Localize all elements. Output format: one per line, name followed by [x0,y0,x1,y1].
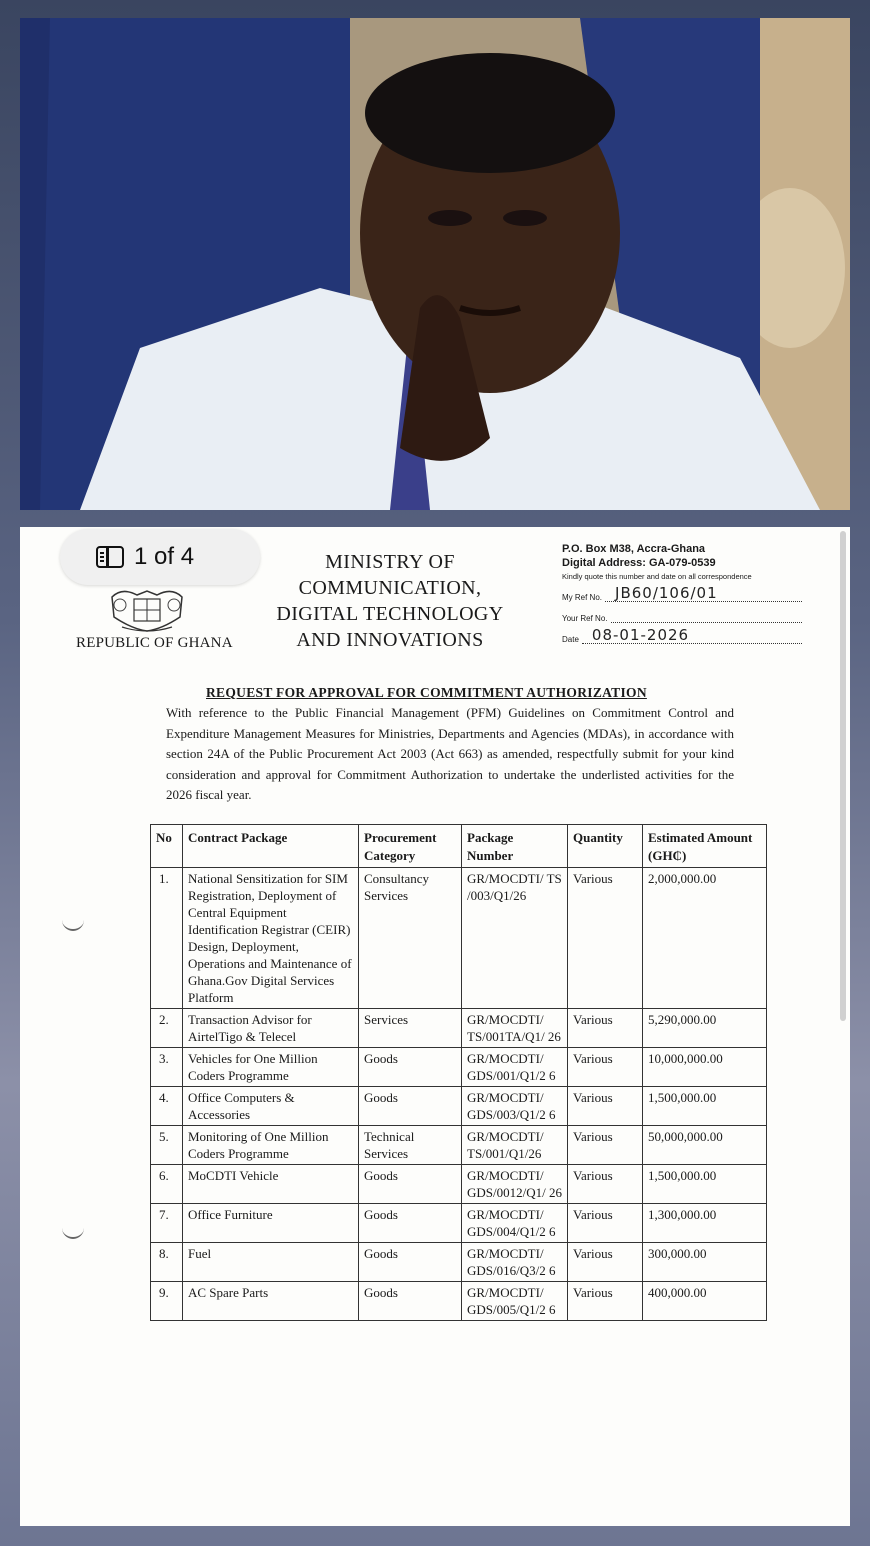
cell-quantity: Various [568,1009,643,1048]
table-row [151,1087,767,1126]
pages-icon [96,546,124,568]
document-title: REQUEST FOR APPROVAL FOR COMMITMENT AUTHORIZATION [206,685,647,700]
col-header: Package Number [462,825,568,868]
cell-package: AC Spare Parts [183,1282,359,1321]
cell-no: 3. [151,1048,183,1087]
cell-amount: 400,000.00 [643,1282,767,1321]
cell-no: 6. [151,1165,183,1204]
col-header: Contract Package [183,825,359,868]
your-ref-value [611,622,802,623]
cell-quantity: Various [568,1165,643,1204]
table-row [151,1204,767,1243]
col-header: No [151,825,183,868]
table-row [151,868,767,1009]
ministry-name [270,549,510,653]
your-ref-label: Your Ref No. [562,614,608,623]
cell-category: Goods [359,1243,462,1282]
portrait-photo [20,18,850,510]
cell-package-number: GR/MOCDTI/ TS/001TA/Q1/ 26 [462,1009,568,1048]
cell-package-number: GR/MOCDTI/ GDS/016/Q3/2 6 [462,1243,568,1282]
cell-package-number: GR/MOCDTI/ GDS/001/Q1/2 6 [462,1048,568,1087]
cell-package: Transaction Advisor for AirtelTigo & Telecel [183,1009,359,1048]
cell-no: 7. [151,1204,183,1243]
cell-amount: 1,500,000.00 [643,1165,767,1204]
document-page [20,527,850,1526]
table-row [151,1165,767,1204]
cell-package-number: GR/MOCDTI/ GDS/0012/Q1/ 26 [462,1165,568,1204]
punch-hole-mark [62,1227,84,1239]
col-header: Procurement Category [359,825,462,868]
cell-category: Goods [359,1048,462,1087]
cell-package: Office Furniture [183,1204,359,1243]
table-row [151,1009,767,1048]
punch-hole-mark [62,919,84,931]
intro-paragraph: With reference to the Public Financial Management (PFM) Guidelines on Commitment Control and Expenditure Management Measures for Ministries, Departments and Agencies (MDAs), in accordance with section 24A of the Public Procurement Act 2003 (Act 663) as amended, respectfully submit for your kind consideration and approval for Commitment Authorization to undertake the underlisted activities for the 2026 fiscal year. [166,705,734,802]
cell-category: Goods [359,1282,462,1321]
cell-package-number: GR/MOCDTI/ GDS/005/Q1/2 6 [462,1282,568,1321]
cell-category: Goods [359,1087,462,1126]
cell-package-number: GR/MOCDTI/ GDS/004/Q1/2 6 [462,1204,568,1243]
cell-quantity: Various [568,1087,643,1126]
cell-quantity: Various [568,1048,643,1087]
col-header: Quantity [568,825,643,868]
cell-amount: 300,000.00 [643,1243,767,1282]
cell-package: National Sensitization for SIM Registration, Deployment of Central Equipment Identification Registrar (CEIR) Design, Deployment, Operations and Maintenance of Ghana.Gov Digital Services Platform [183,868,359,1009]
my-ref-value: JB60/106/01 [605,585,802,602]
cell-package-number: GR/MOCDTI/ TS/001/Q1/26 [462,1126,568,1165]
cell-package: Office Computers & Accessories [183,1087,359,1126]
date-value: 08-01-2026 [582,627,802,644]
cell-amount: 1,500,000.00 [643,1087,767,1126]
cell-category: Services [359,1009,462,1048]
cell-no: 1. [151,868,183,1009]
coat-of-arms-logo [92,587,202,635]
quote-note: Kindly quote this number and date on all correspondence [562,572,752,581]
cell-amount: 1,300,000.00 [643,1204,767,1243]
republic-label: REPUBLIC OF GHANA [76,635,233,651]
cell-amount: 5,290,000.00 [643,1009,767,1048]
digital-address: Digital Address: GA-079-0539 [562,557,716,569]
ministry-line: DIGITAL TECHNOLOGY [276,603,504,625]
cell-amount: 50,000,000.00 [643,1126,767,1165]
ministry-line: COMMUNICATION, [298,577,482,599]
page-indicator[interactable] [60,529,260,585]
table-header-row [151,825,767,868]
ministry-line: AND INNOVATIONS [296,629,484,651]
cell-no: 9. [151,1282,183,1321]
my-ref-row [562,585,802,602]
cell-no: 2. [151,1009,183,1048]
page-indicator-label: 1 of 4 [134,543,195,570]
col-header: Estimated Amount (GH₵) [643,825,767,868]
date-label: Date [562,635,579,644]
cell-quantity: Various [568,868,643,1009]
cell-category: Consultancy Services [359,868,462,1009]
cell-amount: 10,000,000.00 [643,1048,767,1087]
cell-category: Technical Services [359,1126,462,1165]
cell-quantity: Various [568,1126,643,1165]
cell-no: 4. [151,1087,183,1126]
cell-package-number: GR/MOCDTI/ TS /003/Q1/26 [462,868,568,1009]
table-row [151,1282,767,1321]
table-row [151,1048,767,1087]
cell-package: Fuel [183,1243,359,1282]
cell-package: MoCDTI Vehicle [183,1165,359,1204]
table-row [151,1243,767,1282]
ministry-line: MINISTRY OF [325,551,455,573]
date-row [562,627,802,644]
cell-quantity: Various [568,1204,643,1243]
table-row [151,1126,767,1165]
po-box: P.O. Box M38, Accra-Ghana [562,543,706,555]
cell-quantity: Various [568,1282,643,1321]
cell-category: Goods [359,1204,462,1243]
cell-package-number: GR/MOCDTI/ GDS/003/Q1/2 6 [462,1087,568,1126]
cell-amount: 2,000,000.00 [643,868,767,1009]
cell-package: Monitoring of One Million Coders Programme [183,1126,359,1165]
cell-category: Goods [359,1165,462,1204]
cell-package: Vehicles for One Million Coders Programme [183,1048,359,1087]
cell-no: 8. [151,1243,183,1282]
cell-no: 5. [151,1126,183,1165]
scrollbar[interactable] [840,531,846,1021]
my-ref-label: My Ref No. [562,593,603,602]
commitment-table [150,824,767,1321]
cell-quantity: Various [568,1243,643,1282]
address-block [562,543,802,644]
your-ref-row [562,614,802,623]
